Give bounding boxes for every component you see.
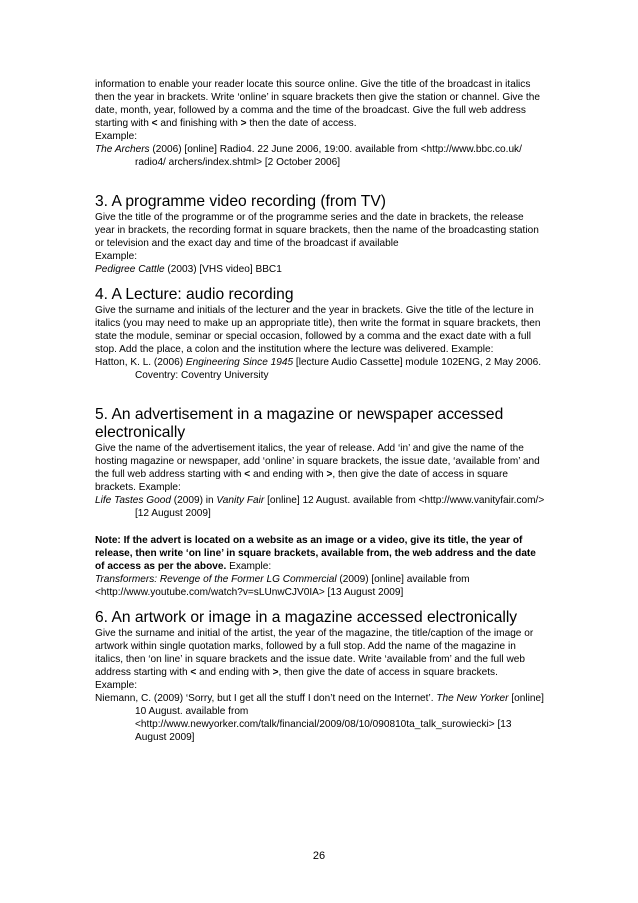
section-4-body: Give the surname and initials of the lecturer and the year in brackets. Give the title of the lecture in italics (you may need to make up an appropriate title), then write the format in square brackets, then state the module, seminar or special occasion, followed by a comma and the exact date with a full stop. Add the place, a colon and the institution where the lecture was delivered. Example: [95,305,541,355]
intro-end: then the date of access. [246,118,357,129]
reference-title: Pedigree Cattle [95,264,165,275]
reference-author: Hatton, K. L. (2006) [95,357,186,368]
section-5-end: , then give the date of access in square brackets. Example: [95,469,509,493]
reference-magazine: The New Yorker [436,693,509,704]
reference-transformers [95,573,545,599]
reference-pedigree-cattle [95,263,545,276]
section-6-heading: 6. An artwork or image in a magazine accessed electronically [95,609,518,626]
reference-details: [online] 10 August. available from <http://www.newyorker.com/talk/financial/2009/08/10/090810ta_talk_surowiecki> [13 August 2009] [135,693,544,743]
reference-niemann [95,692,545,744]
intro-paragraph [95,78,545,130]
section-6-body [95,627,545,679]
reference-archers [95,143,545,169]
example-label: Example: [95,131,138,142]
reference-title: Life Tastes Good [95,495,171,506]
intro-mid: and finishing with [157,118,241,129]
reference-title: Engineering Since 1945 [185,357,294,368]
reference-in: (2009) in [170,495,217,506]
reference-details: (2009) [online] available from <http://www.youtube.com/watch?v=sLUnwCJV0IA> [13 August 2009] [95,574,470,598]
section-3-body: Give the title of the programme or of the programme series and the date in brackets, the release year in brackets, the recording format in square brackets, then the name of the broadcasting station or television and the exact day and time of the broadcast if available [95,212,539,249]
note-example-label: Example: [226,561,272,572]
section-5-note [95,534,545,573]
reference-magazine: Vanity Fair [216,495,265,506]
section-5-text: Give the name of the advertisement italics, the year of release. Add ‘in’ and give the name of the hosting magazine or newspaper, add ‘online’ in square brackets, the issue date, ‘available from’ and the full web address starting with [95,443,540,480]
document-page [95,78,545,744]
reference-details: [lecture Audio Cassette] module 102ENG, 2 May 2006. Coventry: Coventry University [135,357,542,381]
example-label: Example: [95,251,138,262]
lt-symbol: < [190,667,197,678]
reference-details: [online] 12 August. available from <http://www.vanityfair.com/> [12 August 2009] [135,495,545,519]
section-6-mid: and ending with [196,667,273,678]
note-bold-text: Note: If the advert is located on a website as an image or a video, give its title, the year of release, then write ‘on line’ in square brackets, available from, the web address and the date of access as per the above. [95,535,536,572]
example-label: Example: [95,680,138,691]
gt-symbol: > [272,667,279,678]
page-number: 26 [312,850,326,862]
reference-hatton [95,356,545,382]
lt-symbol: < [151,118,158,129]
gt-symbol: > [240,118,247,129]
gt-symbol: > [326,469,333,480]
reference-details: (2003) [VHS video] BBC1 [164,264,282,275]
reference-life-tastes-good [95,494,545,520]
intro-text: information to enable your reader locate this source online. Give the title of the broadcast in italics then the year in brackets. Write ‘online’ in square brackets then give the station or channel. Give the date, month, year, followed by a comma and the time of the broadcast. Give the full web address starting with [95,79,540,129]
lt-symbol: < [244,469,251,480]
reference-title: Transformers: Revenge of the Former LG Commercial [95,574,337,585]
reference-author: Niemann, C. (2009) ‘Sorry, but I get all the stuff I don’t need on the Internet’. [95,693,437,704]
reference-title: The Archers [95,144,150,155]
reference-details: (2006) [online] Radio4. 22 June 2006, 19:00. available from <http://www.bbc.co.uk/ radio4/ archers/index.shtml> [2 October 2006] [135,144,522,168]
section-6-end: , then give the date of access in square brackets. [278,667,498,678]
section-5-heading: 5. An advertisement in a magazine or newspaper accessed electronically [95,406,504,441]
section-4-heading: 4. A Lecture: audio recording [95,286,294,303]
section-6-text: Give the surname and initial of the artist, the year of the magazine, the title/caption of the image or artwork within single quotation marks, followed by a full stop. Add the name of the magazine in italics, then ‘on line’ in square brackets and the issue date. Write ‘available from’ and the full web address starting with [95,628,534,678]
section-5-body [95,442,545,494]
section-3-heading: 3. A programme video recording (from TV) [95,193,386,210]
section-5-mid: and ending with [250,469,327,480]
